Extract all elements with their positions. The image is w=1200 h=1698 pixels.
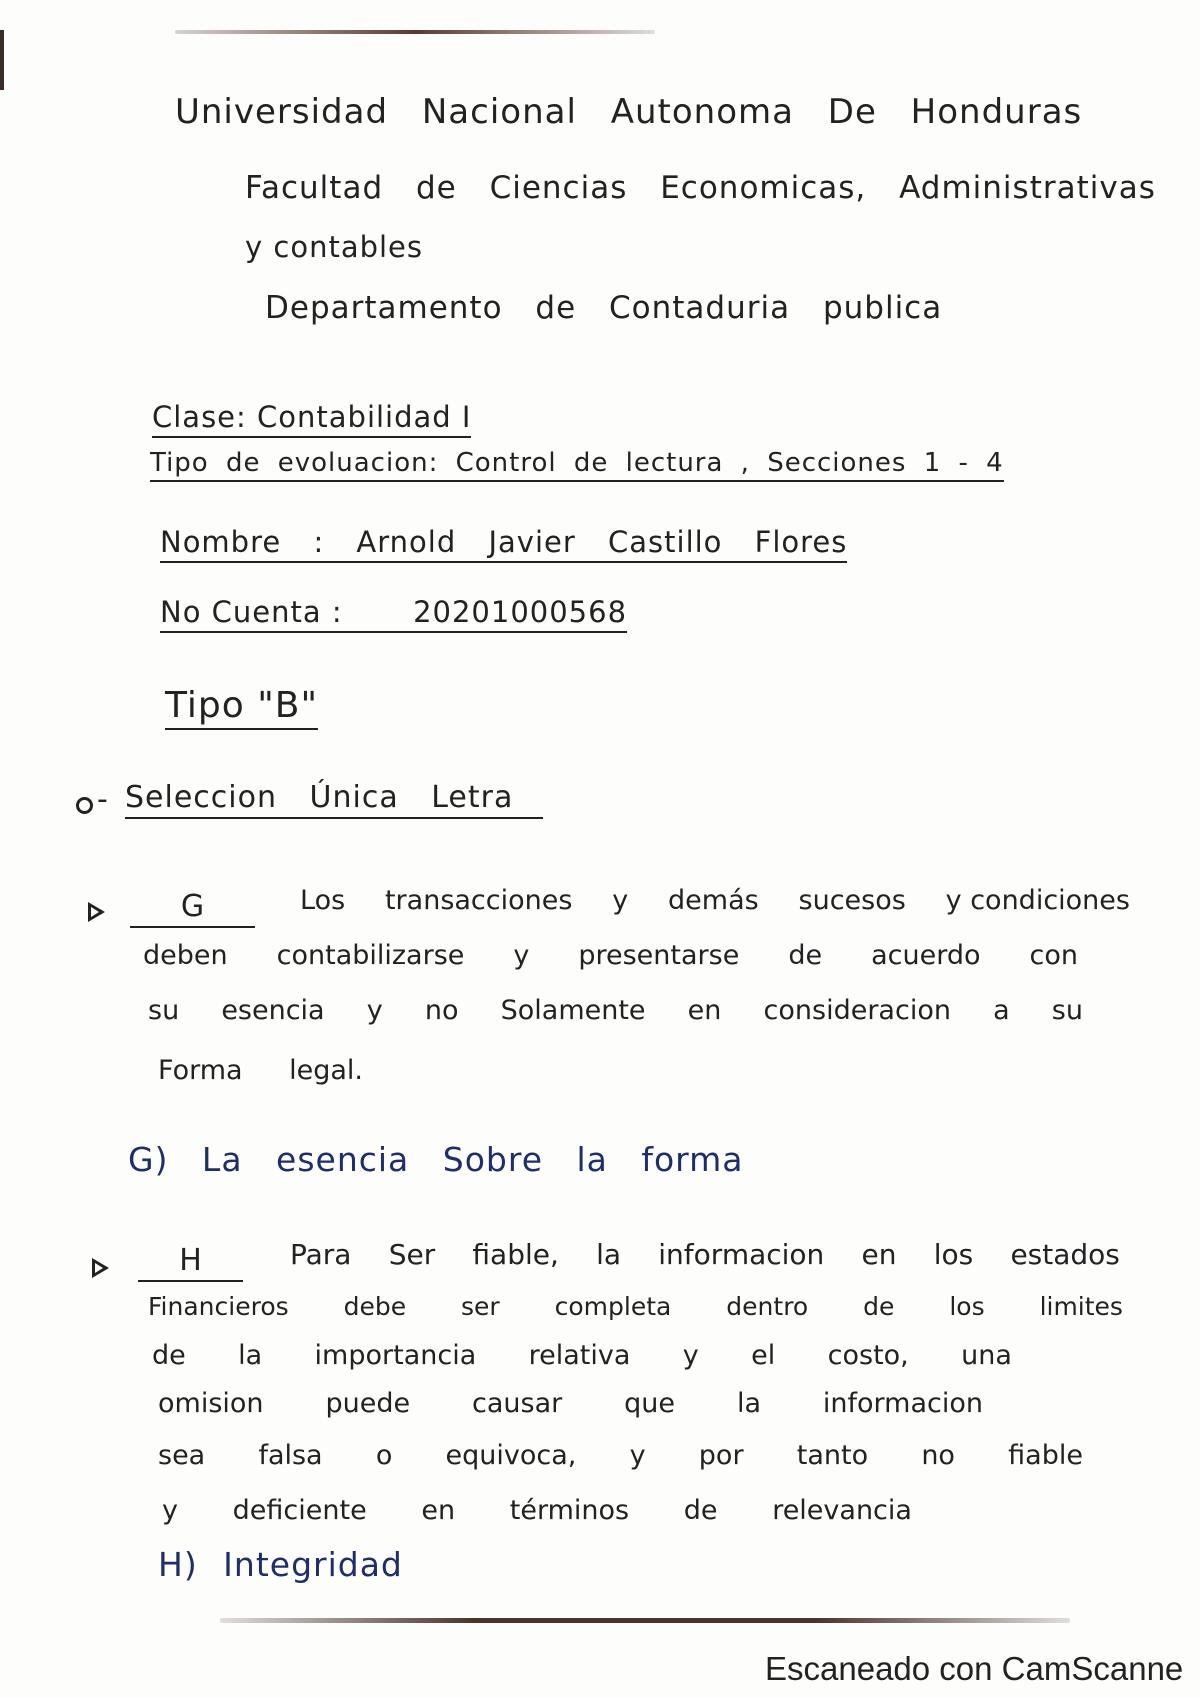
evaluation-type-line: Tipo de evoluacion: Control de lectura , Secciones 1 - 4 [150,448,1004,482]
question-1-line-1: Los transacciones y demás sucesos y condiciones [300,885,1130,916]
section-bullet-label: - [97,782,109,817]
university-title: Universidad Nacional Autonoma De Honduras [175,92,1083,132]
camscanner-watermark: Escaneado con CamScanne [765,1650,1184,1687]
question-1-arrow-icon [88,902,105,922]
account-line [160,595,627,633]
question-1-line-3: su esencia y no Solamente en consideracion a su [148,995,1083,1026]
section-bullet-icon [76,797,93,814]
question-1-result: G) La esencia Sobre la forma [128,1140,744,1179]
question-2-line-3: de la importancia relativa y el costo, una [152,1340,1012,1371]
page-bottom-edge [220,1618,1070,1623]
question-2-line-1: Para Ser fiable, la informacion en los estados [290,1238,1120,1271]
account-number: 20201000568 [413,595,628,629]
question-2-line-5: sea falsa o equivoca, y por tanto no fiable [158,1440,1083,1471]
question-2-line-2: Financieros debe ser completa dentro de los limites [148,1292,1123,1321]
exam-type: Tipo "B" [165,685,318,730]
question-2-line-6: y deficiente en términos de relevancia [162,1495,912,1526]
question-1-line-2: deben contabilizarse y presentarse de acuerdo con [143,940,1078,971]
page-left-edge [0,30,4,90]
account-label: No Cuenta : [160,595,343,629]
question-1-answer: G [130,888,255,928]
class-line: Clase: Contabilidad I [152,400,471,438]
section-title: Seleccion Única Letra [125,780,543,819]
department-title: Departamento de Contaduria publica [265,290,943,326]
name-line: Nombre : Arnold Javier Castillo Flores [160,525,847,563]
page-top-edge [175,30,655,34]
faculty-line-2: y contables [245,230,424,264]
question-2-result: H) Integridad [158,1545,403,1584]
question-2-line-4: omision puede causar que la informacion [158,1388,983,1419]
faculty-line-1: Facultad de Ciencias Economicas, Administrativas [245,170,1156,206]
question-2-arrow-icon [92,1258,109,1278]
question-1-line-4: Forma legal. [158,1055,363,1086]
question-2-answer: H [138,1242,243,1282]
